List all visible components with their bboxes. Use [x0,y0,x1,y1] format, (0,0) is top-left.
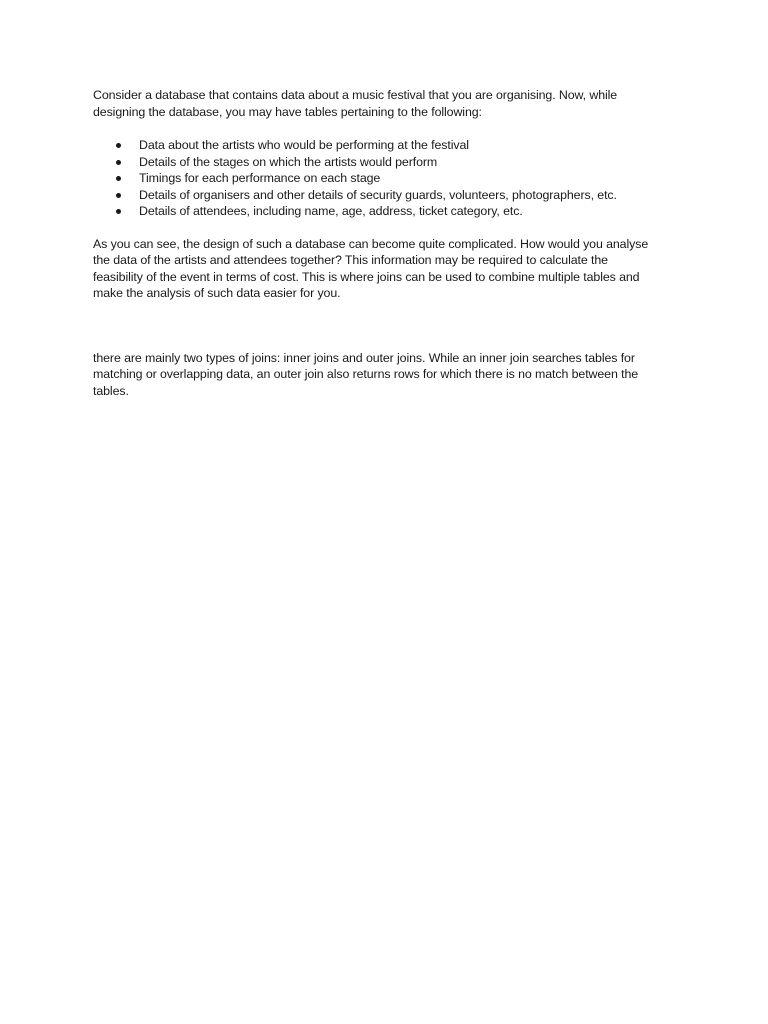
list-item-text: Data about the artists who would be performing at the festival [139,138,469,152]
list-item [93,187,673,204]
document-body [93,87,673,399]
joins-paragraph: there are mainly two types of joins: inner joins and outer joins. While an inner join searches tables for matching or overlapping data, an outer join also returns rows for which there is no match between the tables. [93,350,639,398]
list-item-text: Details of attendees, including name, age, address, ticket category, etc. [139,204,523,218]
list-item-text: Details of the stages on which the artists would perform [139,154,438,169]
list-item [93,170,673,187]
list-item-text: Timings for each performance on each stage [139,171,381,185]
list-item [93,203,673,220]
bullet-icon [116,160,121,165]
bullet-icon [116,143,121,148]
bullet-icon [116,176,121,181]
bullet-icon [116,209,121,214]
list-item [93,154,673,171]
table-topics-list [93,137,673,220]
analysis-paragraph: As you can see, the design of such a database can become quite complicated. How would you analyse the data of the artists and attendees together? This information may be required to calculate the feasibility of the event in terms of cost. This is where joins can be used to combine multiple tables and make the analysis of such data easier for you. [93,236,649,300]
bullet-icon [116,193,121,198]
intro-paragraph: Consider a database that contains data about a music festival that you are organising. Now, while designing the database, you may have tables pertaining to the following: [93,88,618,119]
list-item [93,137,673,154]
list-item-text: Details of organisers and other details of security guards, volunteers, photographers, etc. [139,187,617,202]
